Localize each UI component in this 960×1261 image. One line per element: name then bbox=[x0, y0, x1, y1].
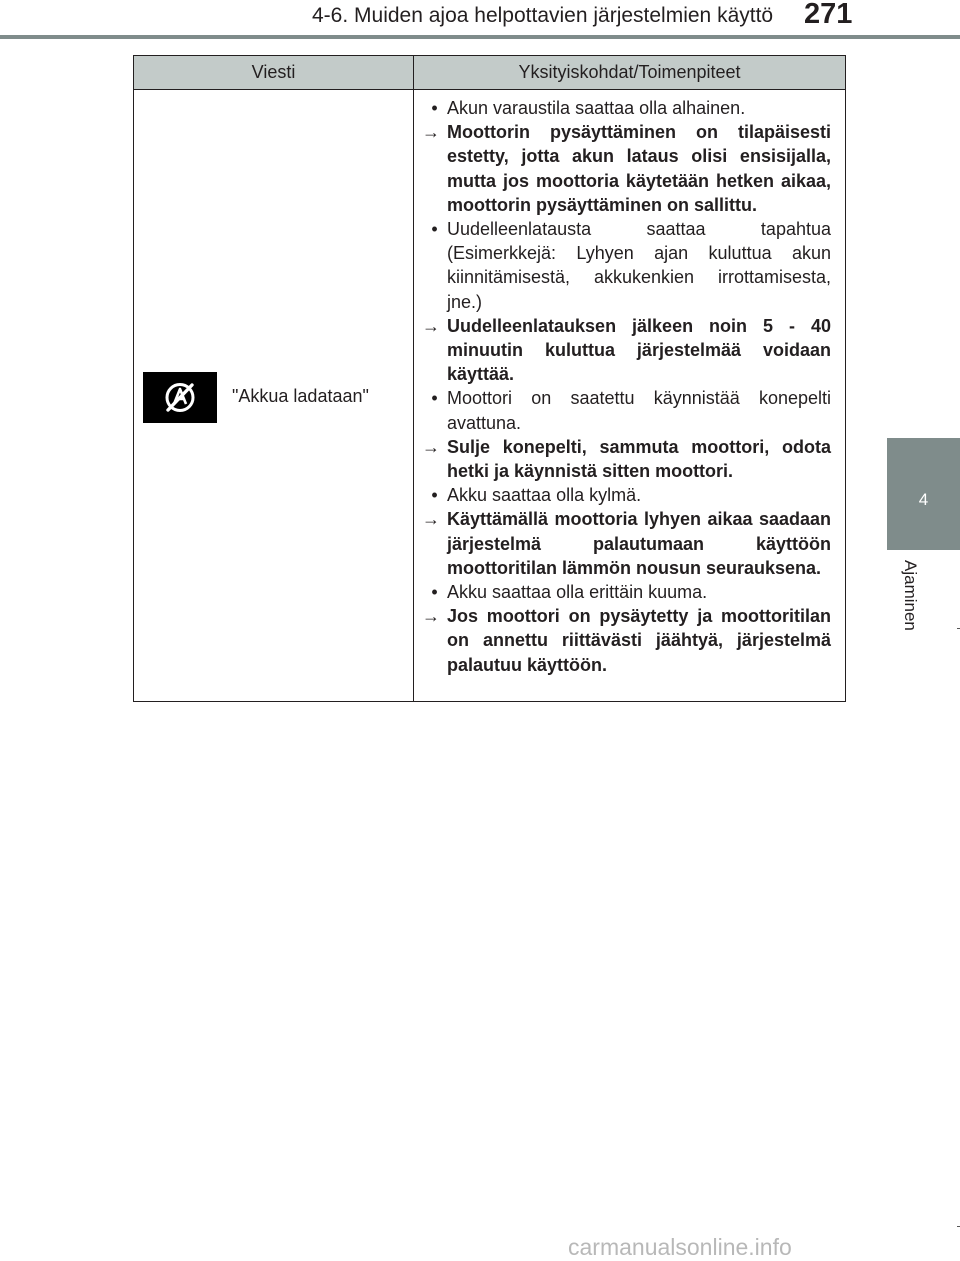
arrow-right-icon: → bbox=[422, 509, 440, 530]
cause-text: Uudelleenlatausta saattaa tapahtua (Esimerkkejä: Lyhyen ajan kuluttua akun kiinnitämisestä, akkukenkien irrottamisesta, jne.) bbox=[447, 219, 831, 312]
bullet-icon: • bbox=[431, 485, 438, 506]
cause-text: Moottori on saatettu käynnistää konepelti avattuna. bbox=[447, 388, 831, 433]
cause-item bbox=[422, 96, 831, 120]
chapter-tab bbox=[887, 438, 960, 550]
column-header-message: Viesti bbox=[134, 56, 414, 90]
cause-text: Akku saattaa olla erittäin kuuma. bbox=[447, 582, 708, 603]
bullet-icon: • bbox=[431, 98, 438, 118]
bullet-icon: • bbox=[431, 582, 438, 603]
details-cell bbox=[414, 90, 846, 702]
chapter-label: Ajaminen bbox=[901, 560, 920, 631]
table-row bbox=[134, 90, 846, 702]
cause-item bbox=[422, 386, 831, 434]
header-rule bbox=[0, 35, 960, 39]
table-header-row bbox=[134, 56, 846, 90]
chapter-number: 4 bbox=[918, 490, 929, 509]
message-table bbox=[133, 55, 846, 702]
action-text: Käyttämällä moottoria lyhyen aikaa saadaan järjestelmä palautumaan käyttöön moottoritilan lämmön nousun seurauksena. bbox=[447, 509, 831, 578]
page-number: 271 bbox=[804, 0, 853, 30]
action-text: Jos moottori on pysäytetty ja moottoritilan on annettu riittävästi jäähtyä, järjestelmä palautuu käyttöön. bbox=[447, 606, 831, 675]
watermark: carmanualsonline.info bbox=[568, 1234, 792, 1260]
action-text: Moottorin pysäyttäminen on tilapäisesti estetty, jotta akun lataus olisi ensisijalla, mutta jos moottoria käytetään hetken aikaa, moottorin pysäyttäminen on sallittu. bbox=[447, 122, 831, 215]
action-text: Uudelleenlatauksen jälkeen noin 5 - 40 minuutin kuluttua järjestelmää voidaan käyttää. bbox=[447, 315, 831, 385]
page-header bbox=[0, 0, 960, 40]
action-item bbox=[422, 507, 831, 580]
message-cell bbox=[134, 90, 414, 702]
details-list bbox=[414, 90, 845, 677]
cause-item bbox=[422, 580, 831, 604]
arrow-right-icon: → bbox=[422, 606, 440, 627]
bullet-icon: • bbox=[431, 219, 438, 240]
action-item bbox=[422, 314, 831, 387]
cause-text: Akku saattaa olla kylmä. bbox=[447, 485, 642, 506]
arrow-right-icon: → bbox=[422, 122, 440, 143]
action-item bbox=[422, 120, 831, 217]
column-header-details: Yksityiskohdat/Toimenpiteet bbox=[414, 56, 846, 90]
bullet-icon: • bbox=[431, 388, 438, 409]
arrow-right-icon: → bbox=[422, 315, 440, 336]
cause-text: Akun varaustila saattaa olla alhainen. bbox=[447, 98, 746, 118]
action-item bbox=[422, 604, 831, 677]
section-title: 4-6. Muiden ajoa helpottavien järjestelmien käyttö bbox=[312, 4, 774, 27]
action-item bbox=[422, 435, 831, 483]
cause-item bbox=[422, 483, 831, 507]
action-text: Sulje konepelti, sammuta moottori, odota hetki ja käynnistä sitten moottori. bbox=[447, 436, 831, 482]
auto-stop-disabled-icon bbox=[143, 372, 217, 423]
message-text: "Akkua ladataan" bbox=[232, 386, 369, 406]
arrow-right-icon: → bbox=[422, 436, 440, 457]
cause-item bbox=[422, 217, 831, 314]
